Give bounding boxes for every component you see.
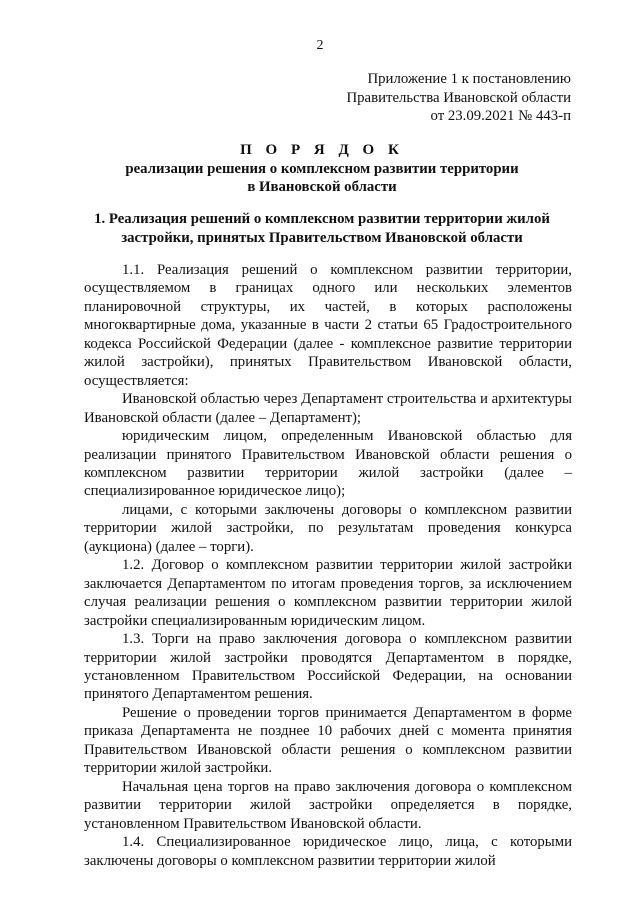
- document-title: П О Р Я Д О К: [240, 142, 404, 158]
- document-subtitle-line: в Ивановской области: [247, 179, 397, 195]
- paragraph: юридическим лицом, определенным Ивановской областью для реализации принятого Правительством Ивановской области решения о комплексном развитии территории жилой застройки (далее – специализированное юридическое лицо);: [84, 428, 572, 500]
- section-heading: [84, 210, 560, 247]
- paragraph: лицами, с которыми заключены договоры о комплексном развитии территории жилой застройки, по результатам проведения конкурса (аукциона) (далее – торги).: [84, 501, 572, 555]
- document-body: [84, 261, 572, 870]
- annex-reference: [291, 70, 571, 126]
- section-heading-line: 1. Реализация решений о комплексном развитии территории жилой: [94, 211, 550, 227]
- annex-line: от 23.09.2021 № 443-п: [430, 108, 571, 124]
- section-heading-line: застройки, принятых Правительством Ивановской области: [121, 229, 523, 246]
- page-number: 2: [316, 38, 324, 53]
- paragraph: 1.4. Специализированное юридическое лицо, лица, с которыми заключены договоры о комплексном развитии территории жилой: [84, 834, 572, 869]
- annex-line: Правительства Ивановской области: [346, 89, 571, 106]
- paragraph: 1.2. Договор о комплексном развитии территории жилой застройки заключается Департаментом по итогам проведения торгов, за исключением случая реализации решения о комплексном развитии территории жилой застройки специализированным юридическим лицом.: [84, 557, 572, 629]
- paragraph: Начальная цена торгов на право заключения договора о комплексном развитии территории жилой застройки определяется в порядке, установленном Правительством Ивановской области.: [84, 778, 572, 832]
- paragraph: Решение о проведении торгов принимается Департаментом в форме приказа Департамента не позднее 10 рабочих дней с момента принятия Правительством Ивановской области решения о комплексном развитии территории жилой застройки.: [84, 704, 572, 777]
- document-subtitle-line: реализации решения о комплексном развитии территории: [125, 160, 519, 177]
- annex-line: Приложение 1 к постановлению: [367, 71, 571, 87]
- document-title-block: [84, 141, 560, 197]
- paragraph: Ивановской областью через Департамент строительства и архитектуры Ивановской области (далее – Департамент);: [84, 391, 572, 426]
- paragraph: 1.1. Реализация решений о комплексном развитии территории, осуществляемом в границах одного или нескольких элементов планировочной структуры, их частей, в которых расположены многоквартирные дома, указанные в части 2 статьи 65 Градостроительного кодекса Российской Федерации (далее - комплексное развитие территории жилой застройки), принятых Правительством Ивановской области, осуществляется:: [84, 262, 572, 389]
- paragraph: 1.3. Торги на право заключения договора о комплексном развитии территории жилой застройки проводятся Департаментом в порядке, установленном Правительством Российской Федерации, на основании принятого Департаментом решения.: [84, 631, 572, 703]
